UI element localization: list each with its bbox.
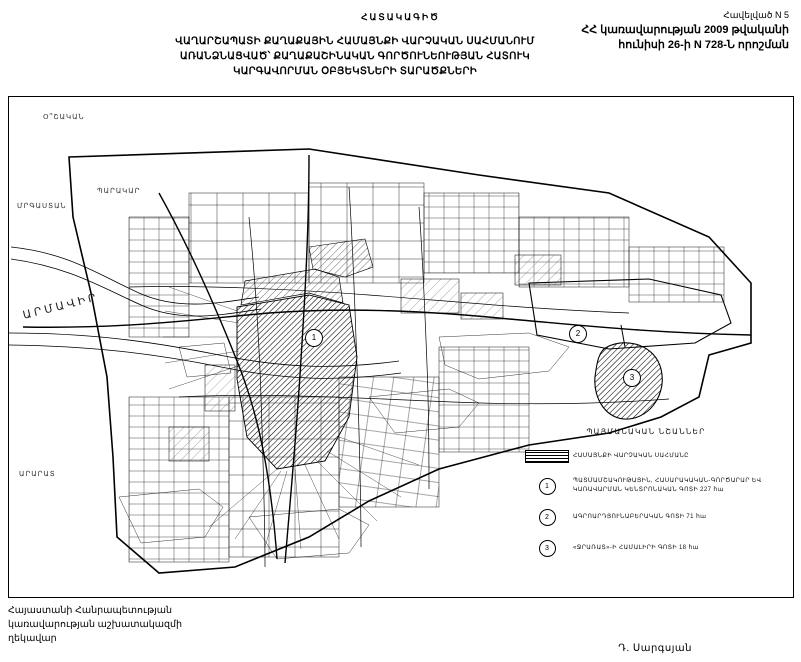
document-title	[120, 34, 590, 79]
map-callout-3[interactable]: 3	[623, 369, 641, 387]
legend-label-zone-3: «ՋՐԱՌԱՏ»-Ի ՀԱՄԱԼԻՐԻ ԳՈՏԻ 18 հա	[573, 545, 699, 551]
map-label-mrgastan: ՄՐԳԱՍՏԱՆ	[17, 203, 67, 210]
legend-symbol-circle-1	[521, 478, 573, 495]
legend-item-zone-2	[521, 509, 771, 526]
map-label-parakar: ՊԱՐԱԿԱՐ	[97, 188, 141, 195]
legend-label-zone-2: ԱԳՐՈԱՐԴՅՈՒՆԱԲԵՐԱԿԱՆ ԳՈՏԻ 71 հա	[573, 514, 707, 520]
map-label-oshakan: Օ՞ՇԱԿԱՆ	[43, 114, 85, 121]
signatory-title-line-3: ղեկավար	[8, 633, 57, 644]
signatory-title-line-2: կառավարության աշխատակազմի	[8, 619, 183, 630]
title-line-3: ԿԱՐԳԱՎՈՐՄԱՆ ՕԲՅԵԿՏՆԵՐԻ ՏԱՐԱԾՔՆԵՐԻ	[233, 66, 477, 77]
legend-title: ՊԱՅՄԱՆԱԿԱՆ ՆՇԱՆՆԵՐ	[586, 427, 706, 436]
legend-circle-number-1: 1	[539, 478, 556, 495]
legend-item-zone-3	[521, 540, 771, 557]
annex-decision-line-2: հունիսի 26-ի N 728-Ն որոշման	[618, 39, 789, 51]
document-kind-label: ՀԱՏԱԿԱԳԻԾ	[361, 12, 440, 22]
legend-symbol-hatch-band	[521, 450, 573, 463]
map-callout-1[interactable]: 1	[305, 329, 323, 347]
page-footer	[8, 604, 792, 658]
legend-symbol-circle-2	[521, 509, 573, 526]
legend-label-zone-1: ՊԱՏՄԱՄՇԱԿՈՒԹԱՅԻՆ, ՀԱՍԱՐԱԿԱԿԱՆ-ԳՈՐԾԱՐԱՐ ԵՎ ԿԱՌԱՎԱՐՄԱՆ ԿԵՆՏՐՈՆԱԿԱՆ ԳՈՏԻ 227 հա	[573, 478, 762, 493]
signatory-name: Դ. Սարգսյան	[618, 643, 692, 654]
legend-circle-number-2: 2	[539, 509, 556, 526]
legend-item-boundary	[521, 450, 771, 463]
legend-circle-number-3: 3	[539, 540, 556, 557]
page-header	[0, 0, 801, 92]
map-callout-2[interactable]: 2	[569, 325, 587, 343]
annex-decision-line-1: ՀՀ կառավարության 2009 թվականի	[581, 24, 789, 36]
map-legend	[521, 427, 771, 571]
legend-symbol-circle-3	[521, 540, 573, 557]
map-label-ararat: ԱՐԱՐԱՏ	[19, 471, 56, 478]
signatory-title-line-1: Հայաստանի Հանրապետության	[8, 605, 172, 616]
annex-reference	[529, 8, 789, 53]
signatory-title	[8, 604, 338, 646]
title-line-2: ԱՌԱՆՁՆԱՑՎԱԾ՝ ՔԱՂԱՔԱՇԻՆԱԿԱՆ ԳՈՐԾՈՒՆԵՈՒԹՅԱՆ ՀԱՏՈՒԿ	[180, 51, 530, 62]
annex-number: Հավելված N 5	[723, 10, 789, 20]
map-frame	[8, 96, 794, 598]
map-label-armavir: ԱՐՄԱՎԻՐ	[21, 291, 100, 322]
legend-item-zone-1	[521, 477, 771, 495]
legend-label-boundary: ՀԱՄԱՅՆՔԻ ՎԱՐՉԱԿԱՆ ՍԱՀՄԱՆԸ	[573, 453, 689, 459]
title-line-1: ՎԱՂԱՐՇԱՊԱՏԻ ՔԱՂԱՔԱՅԻՆ ՀԱՄԱՅՆՔԻ ՎԱՐՉԱԿԱՆ ՍԱՀՄԱՆՈՒՄ	[175, 36, 535, 47]
